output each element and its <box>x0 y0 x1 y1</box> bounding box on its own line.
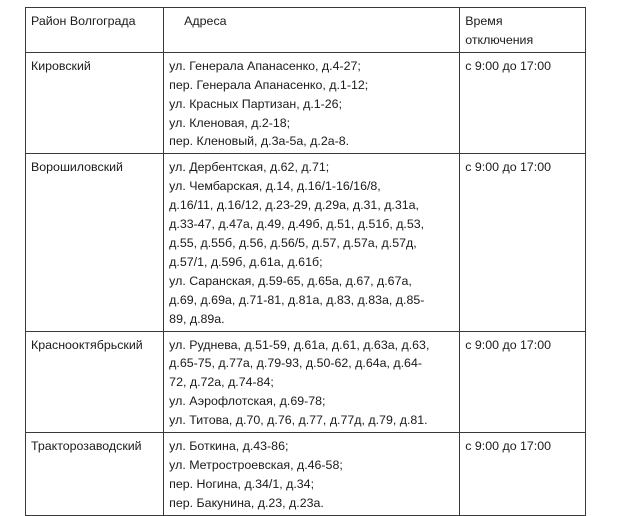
outage-time: с 9:00 до 17:00 <box>465 58 552 73</box>
address-line: 72, д.72а, д.74-84; <box>169 375 274 390</box>
address-line: ул. Титова, д.70, д.76, д.77, д.77д, д.79, д.81. <box>169 413 428 428</box>
district-cell <box>26 52 164 154</box>
address-line: пер. Ногина, д.34/1, д.34; <box>169 476 315 491</box>
address-line: д.65-75, д.77а, д.79-93, д.50-62, д.64а, д.64- <box>169 356 422 371</box>
table-row <box>26 52 586 154</box>
time-cell <box>460 154 586 331</box>
address-line: 89, д.89а. <box>169 311 225 326</box>
header-district-label: Район Волгограда <box>31 14 136 28</box>
address-line: ул. Кленовая, д.2-18; <box>169 115 291 130</box>
district-name: Кировский <box>31 58 91 73</box>
district-name: Краснооктябрьский <box>31 337 143 352</box>
address-line: ул. Генерала Апанасенко, д.4-27; <box>169 58 361 73</box>
table-row <box>26 331 586 433</box>
address-line: д.33-47, д.47а, д.49, д.49б, д.51, д.51б, д.53, <box>169 217 425 232</box>
header-time-label-line1: Время <box>465 14 503 28</box>
address-line: ул. Боткина, д.43-86; <box>169 439 289 454</box>
header-addresses <box>164 8 460 53</box>
time-cell <box>460 433 586 516</box>
address-line: д.55, д.55б, д.56, д.56/5, д.57, д.57а, д.57д, <box>169 235 417 250</box>
district-cell <box>26 331 164 433</box>
table-row <box>26 433 586 516</box>
address-line: ул. Саранская, д.59-65, д.65а, д.67, д.67а, <box>169 273 412 288</box>
address-line: д.57/1, д.59б, д.61а, д.61б; <box>169 254 323 269</box>
outage-time: с 9:00 до 17:00 <box>465 439 552 454</box>
district-cell <box>26 154 164 331</box>
address-line: пер. Бакунина, д.23, д.23а. <box>169 495 324 510</box>
header-time-label-line2: отключения <box>465 32 534 47</box>
district-name: Ворошиловский <box>31 160 123 175</box>
addresses-cell <box>164 433 460 516</box>
table-row <box>26 154 586 331</box>
address-line: пер. Кленовый, д.3а-5а, д.2а-8. <box>169 134 350 149</box>
header-addresses-label: Адреса <box>184 14 227 28</box>
address-line: ул. Красных Партизан, д.1-26; <box>169 96 343 111</box>
addresses-cell <box>164 52 460 154</box>
address-line: д.69, д.69а, д.71-81, д.81а, д.83, д.83а, д.85- <box>169 292 425 307</box>
time-cell <box>460 331 586 433</box>
header-time <box>460 8 586 53</box>
table-header-row <box>26 8 586 53</box>
address-line: пер. Генерала Апанасенко, д.1-12; <box>169 77 369 92</box>
outage-schedule-table <box>25 7 586 516</box>
address-line: д.16/11, д.16/12, д.23-29, д.29а, д.31, д.31а, <box>169 198 419 213</box>
district-name: Тракторозаводский <box>31 439 142 454</box>
header-district <box>26 8 164 53</box>
address-line: ул. Руднева, д.51-59, д.61а, д.61, д.63а, д.63, <box>169 337 430 352</box>
outage-time: с 9:00 до 17:00 <box>465 337 552 352</box>
address-line: ул. Аэрофлотская, д.69-78; <box>169 394 326 409</box>
table-body <box>26 52 586 515</box>
address-line: ул. Метростроевская, д.46-58; <box>169 457 343 472</box>
addresses-cell <box>164 154 460 331</box>
district-cell <box>26 433 164 516</box>
time-cell <box>460 52 586 154</box>
outage-time: с 9:00 до 17:00 <box>465 160 552 175</box>
address-line: ул. Чембарская, д.14, д.16/1-16/16/8, <box>169 179 381 194</box>
address-line: ул. Дербентская, д.62, д.71; <box>169 160 330 175</box>
addresses-cell <box>164 331 460 433</box>
